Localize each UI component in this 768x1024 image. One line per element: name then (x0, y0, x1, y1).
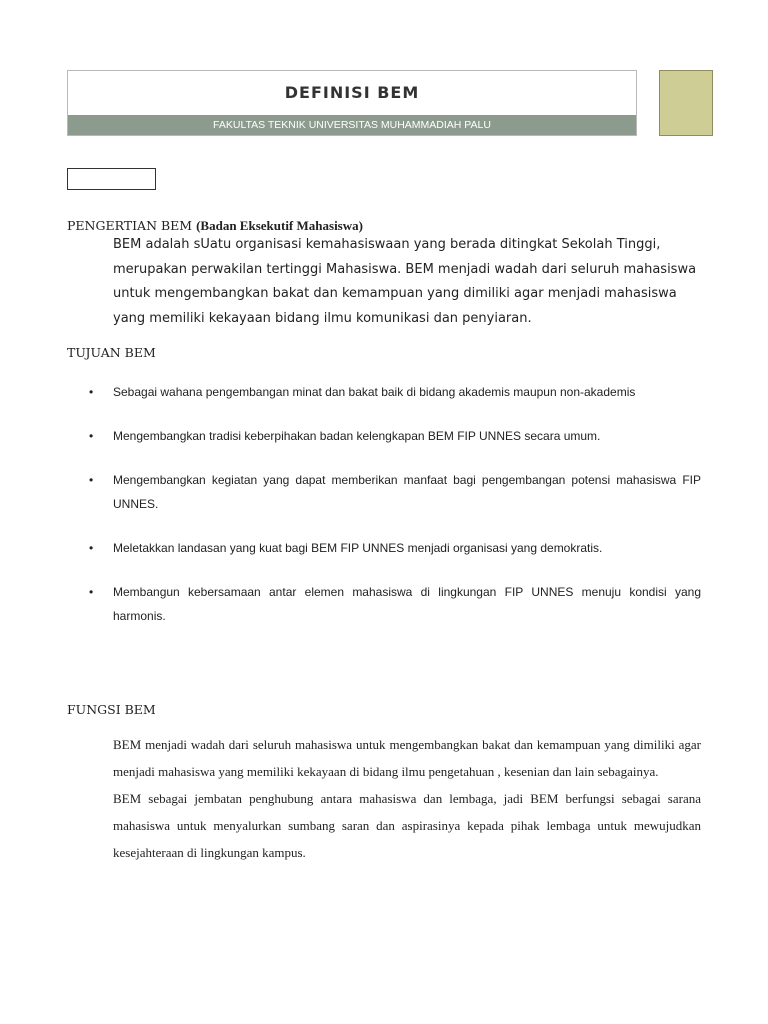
tujuan-item-text: Membangun kebersamaan antar elemen mahasiswa di lingkungan FIP UNNES menuju kondisi yang harmonis. (113, 585, 701, 623)
tujuan-item-text: Sebagai wahana pengembangan minat dan bakat baik di bidang akademis maupun non-akademis (113, 385, 636, 399)
tujuan-list-item (89, 380, 701, 404)
tujuan-item-text: Meletakkan landasan yang kuat bagi BEM FIP UNNES menjadi organisasi yang demokratis. (113, 541, 603, 555)
page-title: DEFINISI BEM (284, 83, 420, 102)
tujuan-item-text: Mengembangkan kegiatan yang dapat memberikan manfaat bagi pengembangan potensi mahasiswa FIP UNNES. (113, 473, 701, 511)
pengertian-paragraph: BEM adalah sUatu organisasi kemahasiswaan yang berada ditingkat Sekolah Tinggi, merupakan perwakilan tertinggi Mahasiswa. BEM menjadi wadah dari seluruh mahasiswa untuk mengembangkan bakat dan kemampuan yang dimiliki agar menjadi mahasiswa yang memiliki kekayaan bidang ilmu komunikasi dan penyiaran. (113, 237, 697, 326)
tujuan-list (89, 380, 701, 648)
fungsi-heading: FUNGSI BEM (67, 702, 156, 717)
bullet-icon: • (89, 585, 94, 599)
decorative-square (659, 70, 713, 136)
fungsi-paragraphs (113, 731, 701, 866)
pengertian-heading-text: PENGERTIAN BEM (67, 218, 193, 233)
tujuan-list-item (89, 424, 701, 448)
pengertian-heading-bold: (Badan Eksekutif Mahasiswa) (196, 218, 363, 233)
bullet-icon: • (89, 473, 94, 487)
bullet-icon: • (89, 385, 94, 399)
tujuan-list-item (89, 536, 701, 560)
tujuan-heading: TUJUAN BEM (67, 345, 156, 360)
empty-text-box (67, 168, 156, 190)
bullet-icon: • (89, 429, 94, 443)
title-header-box (67, 70, 637, 136)
tujuan-item-text: Mengembangkan tradisi keberpihakan badan kelengkapan BEM FIP UNNES secara umum. (113, 429, 601, 443)
pengertian-heading (67, 218, 363, 234)
subtitle-bar: FAKULTAS TEKNIK UNIVERSITAS MUHAMMADIAH PALU (68, 115, 636, 135)
fungsi-paragraph: BEM sebagai jembatan penghubung antara mahasiswa dan lembaga, jadi BEM berfungsi sebagai sarana mahasiswa untuk menyalurkan sumbang saran dan aspirasinya kepada pihak lembaga untuk mewujudkan kesejahteraan di lingkungan kampus. (113, 791, 701, 860)
tujuan-list-item (89, 580, 701, 628)
bullet-icon: • (89, 541, 94, 555)
fungsi-paragraph: BEM menjadi wadah dari seluruh mahasiswa untuk mengembangkan bakat dan kemampuan yang dimiliki agar menjadi mahasiswa yang memiliki kekayaan di bidang ilmu pengetahuan , kesenian dan lain sebagainya. (113, 737, 701, 779)
tujuan-list-item (89, 468, 701, 516)
